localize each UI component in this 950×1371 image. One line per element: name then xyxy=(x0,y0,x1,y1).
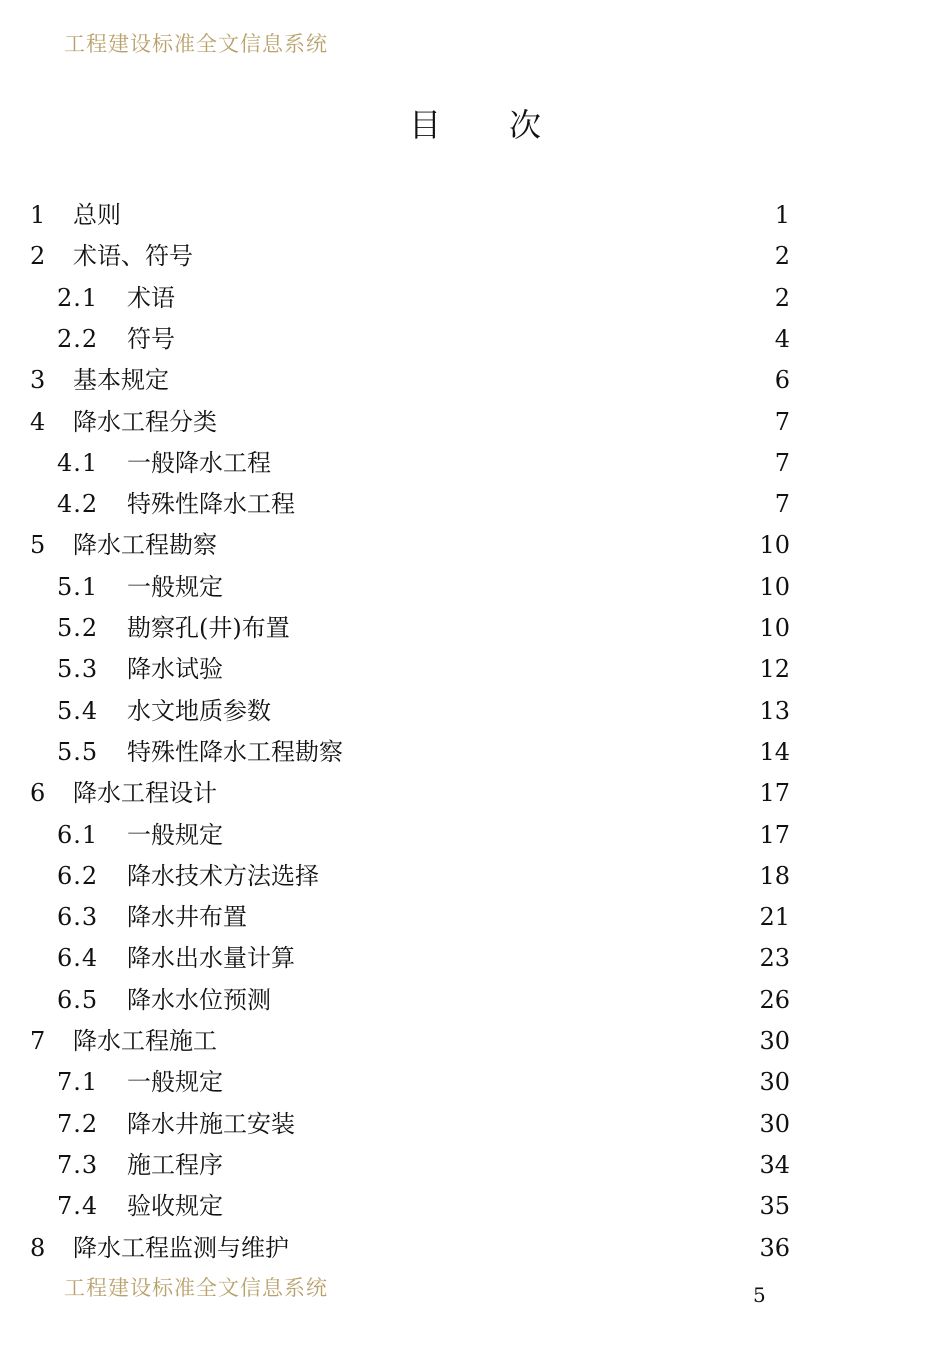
toc-entry-number: 7.1 xyxy=(57,1068,99,1097)
toc-entry-number: 3 xyxy=(30,366,46,395)
toc-entry-number: 7.2 xyxy=(57,1109,99,1138)
toc-entry-number: 7.4 xyxy=(57,1192,99,1221)
toc-entry-number: 4.2 xyxy=(57,490,99,519)
toc-entry-page: 26 xyxy=(759,985,790,1014)
toc-entry-title: 一般规定 xyxy=(127,820,223,849)
toc-entry-title: 降水井布置 xyxy=(127,903,247,932)
toc-entry-title: 降水井施工安装 xyxy=(127,1109,295,1138)
toc-entry-page: 2 xyxy=(774,242,790,271)
toc-entry-page: 12 xyxy=(759,655,790,684)
toc-leader-dots xyxy=(301,938,751,978)
toc-leader-dots xyxy=(295,1228,751,1268)
toc-entry[interactable] xyxy=(57,980,790,1020)
toc-leader-dots xyxy=(296,608,752,648)
toc-entry-number: 5.1 xyxy=(57,572,99,601)
toc-entry-page: 21 xyxy=(759,903,790,932)
toc-entry-number: 2 xyxy=(30,242,46,271)
toc-entry-page: 7 xyxy=(774,407,790,436)
toc-entry-page: 2 xyxy=(774,283,790,312)
toc-leader-dots xyxy=(277,691,751,731)
toc-entry-number: 1 xyxy=(30,201,46,229)
toc-entry-title: 特殊性降水工程 xyxy=(127,490,295,519)
toc-entry-title: 术语 xyxy=(127,283,175,312)
toc-entry-title: 勘察孔(井)布置 xyxy=(127,614,290,642)
toc-entry-title: 符号 xyxy=(127,324,175,353)
toc-leader-dots xyxy=(277,980,751,1020)
toc-entry[interactable] xyxy=(57,897,790,937)
toc-entry[interactable] xyxy=(57,1062,790,1102)
toc-entry-number: 2.2 xyxy=(57,324,99,353)
toc-entry[interactable] xyxy=(57,691,790,731)
toc-entry-number: 6.5 xyxy=(57,985,99,1014)
toc-leader-dots xyxy=(301,484,767,524)
toc-entry[interactable] xyxy=(30,236,790,276)
toc-entry-title: 降水工程勘察 xyxy=(73,531,217,560)
toc-entry-number: 5.5 xyxy=(57,737,99,766)
toc-entry[interactable] xyxy=(57,1145,790,1185)
toc-entry-page: 7 xyxy=(774,448,790,477)
watermark-bottom: 工程建设标准全文信息系统 xyxy=(64,1276,328,1300)
toc-leader-dots xyxy=(229,1186,751,1226)
toc-entry[interactable] xyxy=(30,773,790,813)
toc-entry[interactable] xyxy=(57,815,790,855)
toc-entry-number: 2.1 xyxy=(57,283,99,312)
toc-entry-page: 14 xyxy=(759,737,790,766)
toc-entry-page: 17 xyxy=(759,779,790,808)
toc-entry-page: 10 xyxy=(759,531,790,560)
toc-entry[interactable] xyxy=(57,1186,790,1226)
toc-entry-title: 降水出水量计算 xyxy=(127,944,295,973)
toc-entry-page: 18 xyxy=(759,861,790,890)
toc-entry[interactable] xyxy=(57,608,790,648)
toc-entry-page: 30 xyxy=(759,1068,790,1097)
toc-entry[interactable] xyxy=(30,360,790,400)
toc-entry[interactable] xyxy=(57,732,790,772)
toc-entry-title: 特殊性降水工程勘察 xyxy=(127,737,343,766)
toc-entry-title: 术语、符号 xyxy=(73,242,193,271)
page-number: 5 xyxy=(753,1283,766,1307)
page-title: 目次 xyxy=(408,106,609,144)
toc-entry[interactable] xyxy=(30,1228,790,1268)
toc-entry-title: 基本规定 xyxy=(73,366,169,395)
toc-entry[interactable] xyxy=(57,319,790,359)
toc-entry-page: 23 xyxy=(759,944,790,973)
toc-leader-dots xyxy=(199,236,767,276)
toc-entry-page: 35 xyxy=(759,1192,790,1221)
toc-leader-dots xyxy=(277,443,767,483)
toc-entry[interactable] xyxy=(30,525,790,565)
toc-leader-dots xyxy=(349,732,751,772)
toc-entry-title: 降水工程分类 xyxy=(73,407,217,436)
toc-entry-title: 降水工程施工 xyxy=(73,1027,217,1055)
toc-entry[interactable] xyxy=(30,402,790,442)
toc-leader-dots xyxy=(229,567,751,607)
toc-entry-number: 8 xyxy=(30,1233,46,1262)
toc-entry-number: 7.3 xyxy=(57,1150,99,1179)
toc-entry-number: 6.2 xyxy=(57,861,99,890)
toc-entry[interactable] xyxy=(57,649,790,689)
toc-entry-title: 降水工程监测与维护 xyxy=(73,1233,289,1262)
toc-entry-title: 一般降水工程 xyxy=(127,448,271,477)
toc-leader-dots xyxy=(229,1145,751,1185)
toc-leader-dots xyxy=(229,815,751,855)
toc-entry-page: 1 xyxy=(774,201,790,229)
toc-entry-title: 水文地质参数 xyxy=(127,696,271,725)
toc-entry-title: 施工程序 xyxy=(127,1150,223,1179)
toc-entry-page: 10 xyxy=(759,572,790,601)
toc-entry-number: 5.4 xyxy=(57,696,99,725)
toc-entry-page: 10 xyxy=(759,614,790,642)
toc-entry-title: 一般规定 xyxy=(127,572,223,601)
toc-leader-dots xyxy=(301,1104,751,1144)
toc-entry-number: 5.2 xyxy=(57,614,99,642)
toc-entry-title: 降水技术方法选择 xyxy=(127,861,319,890)
toc-entry-title: 总则 xyxy=(73,201,121,229)
toc-leader-dots xyxy=(127,195,767,235)
toc-entry-page: 7 xyxy=(774,490,790,519)
toc-entry[interactable] xyxy=(30,1021,790,1061)
toc-entry-title: 验收规定 xyxy=(127,1192,223,1221)
toc-entry-title: 一般规定 xyxy=(127,1068,223,1097)
toc-entry-number: 6.1 xyxy=(57,820,99,849)
toc-entry[interactable] xyxy=(30,195,790,235)
toc-entry-page: 30 xyxy=(759,1027,790,1055)
toc-entry-page: 4 xyxy=(774,324,790,353)
toc-entry-number: 4 xyxy=(30,407,46,436)
toc-entry[interactable] xyxy=(57,278,790,318)
watermark-top: 工程建设标准全文信息系统 xyxy=(64,32,328,56)
toc-leader-dots xyxy=(223,525,751,565)
toc-entry-title: 降水试验 xyxy=(127,655,223,684)
toc-entry-number: 7 xyxy=(30,1027,46,1055)
toc-leader-dots xyxy=(253,897,751,937)
toc-entry-page: 34 xyxy=(759,1150,790,1179)
toc-leader-dots xyxy=(223,402,767,442)
toc-leader-dots xyxy=(181,319,767,359)
toc-entry-number: 6.3 xyxy=(57,903,99,932)
toc-entry-page: 6 xyxy=(774,366,790,395)
toc-entry-title: 降水水位预测 xyxy=(127,985,271,1014)
toc-entry[interactable] xyxy=(57,443,790,483)
toc-entry-page: 13 xyxy=(759,696,790,725)
toc-entry-number: 6 xyxy=(30,779,46,808)
toc-leader-dots xyxy=(223,1021,751,1061)
toc-entry[interactable] xyxy=(57,938,790,978)
toc-entry[interactable] xyxy=(57,484,790,524)
toc-leader-dots xyxy=(223,773,751,813)
toc-entry[interactable] xyxy=(57,856,790,896)
toc-leader-dots xyxy=(181,278,767,318)
toc-entry-title: 降水工程设计 xyxy=(73,779,217,808)
toc-leader-dots xyxy=(325,856,751,896)
toc-entry[interactable] xyxy=(57,1104,790,1144)
toc-entry-page: 30 xyxy=(759,1109,790,1138)
toc-entry[interactable] xyxy=(57,567,790,607)
toc-leader-dots xyxy=(175,360,767,400)
toc-entry-number: 5.3 xyxy=(57,655,99,684)
toc-entry-page: 36 xyxy=(759,1233,790,1262)
toc-entry-page: 17 xyxy=(759,820,790,849)
toc-leader-dots xyxy=(229,1062,751,1102)
toc-leader-dots xyxy=(229,649,751,689)
toc-entry-number: 6.4 xyxy=(57,944,99,973)
toc-entry-number: 5 xyxy=(30,531,46,560)
toc-entry-number: 4.1 xyxy=(57,448,99,477)
